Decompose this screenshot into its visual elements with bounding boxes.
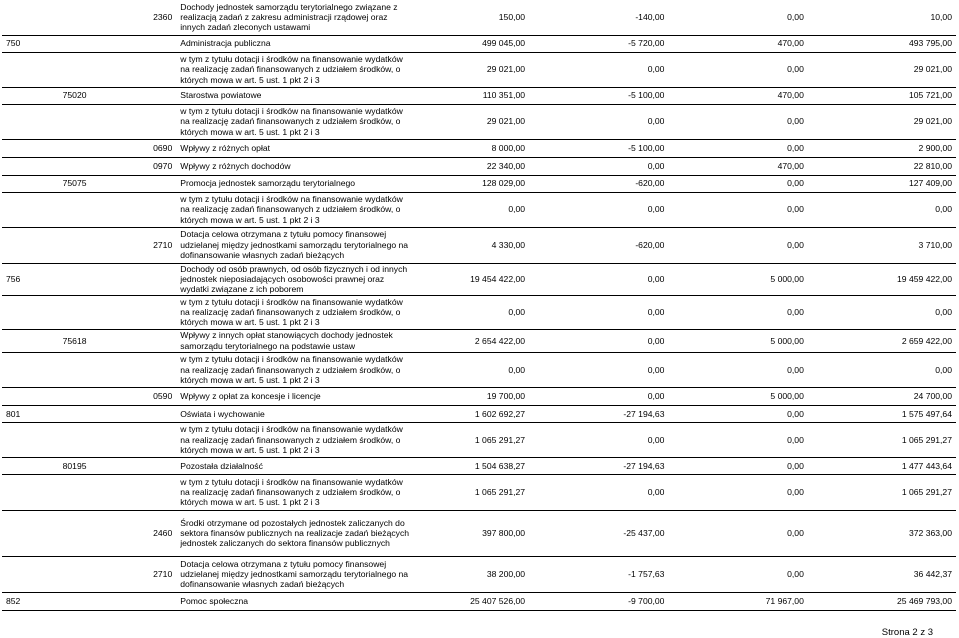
- cell-plan-po-zmianach: 1 065 291,27: [808, 474, 956, 510]
- cell-rozdzial: 75618: [59, 329, 127, 352]
- cell-zmniejszenie: 0,00: [529, 192, 668, 227]
- cell-description: Dotacja celowa otrzymana z tytułu pomocy finansowej udzielanej między jednostkami samorządu terytorialnego na dofinansowanie własnych zadań bieżących: [176, 227, 413, 263]
- cell-paragraf: 2710: [126, 227, 176, 263]
- cell-dzial: 852: [2, 592, 59, 610]
- cell-plan: 25 407 526,00: [414, 592, 529, 610]
- cell-description: Administracja publiczna: [176, 35, 413, 52]
- table-row: [2, 192, 956, 227]
- cell-description: w tym z tytułu dotacji i środków na finansowanie wydatków na realizację zadań finansowanych z udziałem środków, o których mowa w art. 5 ust. 1 pkt 2 i 3: [176, 474, 413, 510]
- cell-zmniejszenie: -620,00: [529, 175, 668, 192]
- cell-dzial: [2, 387, 59, 405]
- cell-plan: 38 200,00: [414, 556, 529, 592]
- cell-description: Wpływy z różnych opłat: [176, 139, 413, 157]
- cell-dzial: [2, 0, 59, 35]
- table-row: [2, 87, 956, 104]
- cell-paragraf: 2460: [126, 510, 176, 556]
- cell-dzial: [2, 329, 59, 352]
- cell-plan-po-zmianach: 29 021,00: [808, 52, 956, 87]
- cell-zwiekszenie: 0,00: [668, 422, 807, 457]
- cell-zwiekszenie: 0,00: [668, 0, 807, 35]
- cell-plan-po-zmianach: 372 363,00: [808, 510, 956, 556]
- cell-paragraf: [126, 457, 176, 474]
- cell-zmniejszenie: -1 757,63: [529, 556, 668, 592]
- cell-paragraf: [126, 192, 176, 227]
- cell-plan-po-zmianach: 22 810,00: [808, 157, 956, 175]
- cell-plan: 1 065 291,27: [414, 474, 529, 510]
- table-row: [2, 329, 956, 352]
- cell-rozdzial: [59, 192, 127, 227]
- cell-description: Starostwa powiatowe: [176, 87, 413, 104]
- cell-plan: 19 454 422,00: [414, 263, 529, 295]
- cell-plan-po-zmianach: 0,00: [808, 192, 956, 227]
- cell-zmniejszenie: -9 700,00: [529, 592, 668, 610]
- table-row: [2, 474, 956, 510]
- cell-plan-po-zmianach: 0,00: [808, 295, 956, 329]
- table-row: [2, 295, 956, 329]
- cell-dzial: [2, 474, 59, 510]
- cell-zmniejszenie: -27 194,63: [529, 405, 668, 422]
- cell-zmniejszenie: 0,00: [529, 295, 668, 329]
- cell-dzial: 750: [2, 35, 59, 52]
- cell-description: w tym z tytułu dotacji i środków na finansowanie wydatków na realizację zadań finansowanych z udziałem środków, o których mowa w art. 5 ust. 1 pkt 2 i 3: [176, 192, 413, 227]
- table-row: [2, 175, 956, 192]
- page-footer: Strona 2 z 3: [881, 627, 933, 638]
- cell-plan: 1 504 638,27: [414, 457, 529, 474]
- cell-plan-po-zmianach: 19 459 422,00: [808, 263, 956, 295]
- cell-zmniejszenie: 0,00: [529, 474, 668, 510]
- table-row: [2, 387, 956, 405]
- cell-rozdzial: [59, 474, 127, 510]
- cell-zwiekszenie: 470,00: [668, 35, 807, 52]
- cell-rozdzial: [59, 592, 127, 610]
- cell-plan: 19 700,00: [414, 387, 529, 405]
- table-row: [2, 556, 956, 592]
- cell-rozdzial: [59, 157, 127, 175]
- cell-zmniejszenie: -620,00: [529, 227, 668, 263]
- cell-zwiekszenie: 470,00: [668, 157, 807, 175]
- cell-plan: 2 654 422,00: [414, 329, 529, 352]
- cell-paragraf: [126, 175, 176, 192]
- cell-zwiekszenie: 0,00: [668, 457, 807, 474]
- cell-paragraf: [126, 263, 176, 295]
- cell-zmniejszenie: 0,00: [529, 387, 668, 405]
- table-row: [2, 592, 956, 610]
- cell-plan-po-zmianach: 1 065 291,27: [808, 422, 956, 457]
- cell-zwiekszenie: 0,00: [668, 405, 807, 422]
- cell-zwiekszenie: 0,00: [668, 175, 807, 192]
- cell-dzial: [2, 556, 59, 592]
- cell-dzial: [2, 352, 59, 387]
- cell-plan-po-zmianach: 0,00: [808, 352, 956, 387]
- cell-plan: 1 602 692,27: [414, 405, 529, 422]
- cell-plan-po-zmianach: 2 659 422,00: [808, 329, 956, 352]
- cell-rozdzial: [59, 35, 127, 52]
- cell-paragraf: 2360: [126, 0, 176, 35]
- cell-rozdzial: [59, 422, 127, 457]
- cell-plan-po-zmianach: 24 700,00: [808, 387, 956, 405]
- cell-plan: 128 029,00: [414, 175, 529, 192]
- cell-description: w tym z tytułu dotacji i środków na finansowanie wydatków na realizację zadań finansowanych z udziałem środków, o których mowa w art. 5 ust. 1 pkt 2 i 3: [176, 104, 413, 139]
- cell-description: w tym z tytułu dotacji i środków na finansowanie wydatków na realizację zadań finansowanych z udziałem środków, o których mowa w art. 5 ust. 1 pkt 2 i 3: [176, 295, 413, 329]
- cell-rozdzial: [59, 104, 127, 139]
- table-row: [2, 104, 956, 139]
- cell-zwiekszenie: 0,00: [668, 139, 807, 157]
- cell-zwiekszenie: 0,00: [668, 227, 807, 263]
- cell-zwiekszenie: 0,00: [668, 104, 807, 139]
- cell-plan: 499 045,00: [414, 35, 529, 52]
- cell-plan: 1 065 291,27: [414, 422, 529, 457]
- cell-plan: 0,00: [414, 352, 529, 387]
- cell-rozdzial: [59, 295, 127, 329]
- cell-rozdzial: [59, 139, 127, 157]
- cell-paragraf: [126, 474, 176, 510]
- cell-zmniejszenie: 0,00: [529, 263, 668, 295]
- cell-plan: 397 800,00: [414, 510, 529, 556]
- cell-zwiekszenie: 5 000,00: [668, 387, 807, 405]
- cell-dzial: [2, 192, 59, 227]
- table-row: [2, 0, 956, 35]
- cell-description: w tym z tytułu dotacji i środków na finansowanie wydatków na realizację zadań finansowanych z udziałem środków, o których mowa w art. 5 ust. 1 pkt 2 i 3: [176, 422, 413, 457]
- cell-plan: 29 021,00: [414, 104, 529, 139]
- cell-zwiekszenie: 0,00: [668, 352, 807, 387]
- cell-description: Dochody od osób prawnych, od osób fizycznych i od innych jednostek nieposiadających osobowości prawnej oraz wydatki związane z ich poborem: [176, 263, 413, 295]
- cell-paragraf: [126, 52, 176, 87]
- cell-plan-po-zmianach: 2 900,00: [808, 139, 956, 157]
- cell-description: Wpływy z opłat za koncesje i licencje: [176, 387, 413, 405]
- cell-dzial: [2, 157, 59, 175]
- cell-rozdzial: [59, 556, 127, 592]
- cell-zwiekszenie: 0,00: [668, 474, 807, 510]
- cell-dzial: 801: [2, 405, 59, 422]
- cell-plan-po-zmianach: 25 469 793,00: [808, 592, 956, 610]
- cell-plan-po-zmianach: 1 575 497,64: [808, 405, 956, 422]
- cell-rozdzial: [59, 405, 127, 422]
- cell-zwiekszenie: 0,00: [668, 295, 807, 329]
- cell-zmniejszenie: 0,00: [529, 52, 668, 87]
- cell-plan: 22 340,00: [414, 157, 529, 175]
- cell-dzial: [2, 52, 59, 87]
- cell-zmniejszenie: 0,00: [529, 422, 668, 457]
- cell-dzial: [2, 457, 59, 474]
- cell-paragraf: [126, 87, 176, 104]
- cell-zmniejszenie: 0,00: [529, 329, 668, 352]
- cell-dzial: 756: [2, 263, 59, 295]
- cell-plan-po-zmianach: 10,00: [808, 0, 956, 35]
- cell-zmniejszenie: -27 194,63: [529, 457, 668, 474]
- cell-paragraf: 0690: [126, 139, 176, 157]
- table-row: [2, 352, 956, 387]
- cell-rozdzial: [59, 0, 127, 35]
- cell-paragraf: [126, 329, 176, 352]
- cell-zwiekszenie: 5 000,00: [668, 263, 807, 295]
- cell-plan: 110 351,00: [414, 87, 529, 104]
- cell-plan: 4 330,00: [414, 227, 529, 263]
- table-row: [2, 52, 956, 87]
- cell-description: Dochody jednostek samorządu terytorialnego związane z realizacją zadań z zakresu administracji rządowej oraz innych zadań zleconych ustawami: [176, 0, 413, 35]
- cell-zmniejszenie: 0,00: [529, 104, 668, 139]
- table-row: [2, 457, 956, 474]
- cell-rozdzial: [59, 510, 127, 556]
- cell-paragraf: 0590: [126, 387, 176, 405]
- cell-zmniejszenie: -25 437,00: [529, 510, 668, 556]
- cell-paragraf: 2710: [126, 556, 176, 592]
- cell-plan-po-zmianach: 3 710,00: [808, 227, 956, 263]
- cell-description: Pomoc społeczna: [176, 592, 413, 610]
- cell-rozdzial: [59, 52, 127, 87]
- table-row: [2, 227, 956, 263]
- cell-plan-po-zmianach: 1 477 443,64: [808, 457, 956, 474]
- cell-paragraf: [126, 422, 176, 457]
- cell-plan: 29 021,00: [414, 52, 529, 87]
- cell-description: w tym z tytułu dotacji i środków na finansowanie wydatków na realizację zadań finansowanych z udziałem środków, o których mowa w art. 5 ust. 1 pkt 2 i 3: [176, 52, 413, 87]
- table-row: [2, 263, 956, 295]
- cell-description: Pozostała działalność: [176, 457, 413, 474]
- cell-dzial: [2, 175, 59, 192]
- cell-dzial: [2, 422, 59, 457]
- cell-plan: 0,00: [414, 192, 529, 227]
- cell-zwiekszenie: 0,00: [668, 52, 807, 87]
- cell-rozdzial: 75020: [59, 87, 127, 104]
- cell-zwiekszenie: 0,00: [668, 192, 807, 227]
- cell-dzial: [2, 104, 59, 139]
- budget-table: [2, 0, 956, 611]
- cell-plan-po-zmianach: 493 795,00: [808, 35, 956, 52]
- cell-description: Wpływy z innych opłat stanowiących dochody jednostek samorządu terytorialnego na podstawie ustaw: [176, 329, 413, 352]
- cell-description: w tym z tytułu dotacji i środków na finansowanie wydatków na realizację zadań finansowanych z udziałem środków, o których mowa w art. 5 ust. 1 pkt 2 i 3: [176, 352, 413, 387]
- cell-plan: 150,00: [414, 0, 529, 35]
- cell-plan: 8 000,00: [414, 139, 529, 157]
- cell-zwiekszenie: 0,00: [668, 556, 807, 592]
- cell-description: Wpływy z różnych dochodów: [176, 157, 413, 175]
- cell-zmniejszenie: -5 100,00: [529, 87, 668, 104]
- cell-rozdzial: [59, 227, 127, 263]
- cell-zwiekszenie: 71 967,00: [668, 592, 807, 610]
- cell-description: Promocja jednostek samorządu terytorialnego: [176, 175, 413, 192]
- cell-dzial: [2, 139, 59, 157]
- cell-paragraf: [126, 405, 176, 422]
- table-row: [2, 422, 956, 457]
- cell-plan-po-zmianach: 36 442,37: [808, 556, 956, 592]
- cell-zwiekszenie: 5 000,00: [668, 329, 807, 352]
- cell-paragraf: [126, 352, 176, 387]
- table-row: [2, 157, 956, 175]
- cell-dzial: [2, 87, 59, 104]
- cell-paragraf: [126, 295, 176, 329]
- cell-zwiekszenie: 0,00: [668, 510, 807, 556]
- cell-rozdzial: [59, 263, 127, 295]
- cell-zmniejszenie: 0,00: [529, 157, 668, 175]
- cell-paragraf: [126, 592, 176, 610]
- cell-paragraf: 0970: [126, 157, 176, 175]
- cell-rozdzial: 80195: [59, 457, 127, 474]
- cell-dzial: [2, 510, 59, 556]
- table-row: [2, 510, 956, 556]
- cell-zwiekszenie: 470,00: [668, 87, 807, 104]
- cell-description: Dotacja celowa otrzymana z tytułu pomocy finansowej udzielanej między jednostkami samorządu terytorialnego na dofinansowanie własnych zadań bieżących: [176, 556, 413, 592]
- cell-plan-po-zmianach: 105 721,00: [808, 87, 956, 104]
- cell-zmniejszenie: 0,00: [529, 352, 668, 387]
- table-row: [2, 405, 956, 422]
- cell-paragraf: [126, 104, 176, 139]
- cell-description: Oświata i wychowanie: [176, 405, 413, 422]
- cell-dzial: [2, 227, 59, 263]
- table-row: [2, 139, 956, 157]
- table-row: [2, 35, 956, 52]
- cell-zmniejszenie: -5 720,00: [529, 35, 668, 52]
- cell-zmniejszenie: -5 100,00: [529, 139, 668, 157]
- cell-plan-po-zmianach: 29 021,00: [808, 104, 956, 139]
- cell-dzial: [2, 295, 59, 329]
- cell-rozdzial: [59, 352, 127, 387]
- cell-plan-po-zmianach: 127 409,00: [808, 175, 956, 192]
- cell-rozdzial: 75075: [59, 175, 127, 192]
- cell-description: Środki otrzymane od pozostałych jednostek zaliczanych do sektora finansów publicznych na realizacje zadań bieżących jednostek zaliczanych do sektora finansów publicznych: [176, 510, 413, 556]
- cell-rozdzial: [59, 387, 127, 405]
- cell-paragraf: [126, 35, 176, 52]
- cell-plan: 0,00: [414, 295, 529, 329]
- cell-zmniejszenie: -140,00: [529, 0, 668, 35]
